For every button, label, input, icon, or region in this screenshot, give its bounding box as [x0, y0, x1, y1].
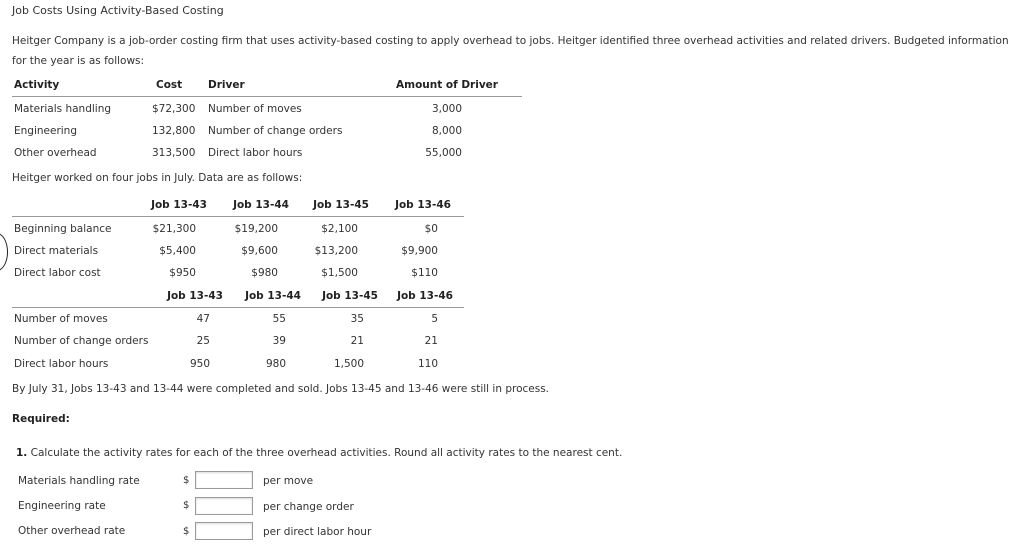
table-cell: 132,800 [152, 125, 196, 137]
rate-unit: per direct labor hour [263, 526, 372, 538]
table-cell: 55,000 [425, 147, 462, 159]
rate-label: Materials handling rate [18, 475, 140, 487]
rate-label: Other overhead rate [18, 525, 126, 537]
table-cell: $21,300 [152, 223, 196, 235]
table-cell: $1,500 [321, 267, 358, 279]
table-cell: Number of moves [208, 103, 302, 115]
table-cell: 39 [272, 335, 286, 347]
side-bracket-decoration [0, 233, 8, 271]
table-cell: $9,600 [241, 245, 278, 257]
table-cell: 5 [431, 313, 438, 325]
rate-unit: per move [263, 475, 314, 487]
table-cell: $72,300 [152, 103, 196, 115]
status-note: By July 31, Jobs 13-43 and 13-44 were completed and sold. Jobs 13-45 and 13-46 were still in process. [12, 383, 550, 395]
header-divider [12, 307, 464, 308]
table-cell: 35 [350, 313, 364, 325]
table-cell: 313,500 [152, 147, 196, 159]
table-row-label: Materials handling [14, 103, 112, 115]
table-cell: 8,000 [431, 125, 462, 137]
table-row-label: Number of change orders [14, 335, 149, 347]
currency-symbol: $ [183, 475, 190, 486]
table-row-label: Direct labor hours [14, 358, 109, 370]
column-header: Job 13-46 [397, 290, 453, 302]
column-header: Job 13-44 [233, 199, 289, 211]
amount-header: Amount of Driver [396, 79, 498, 91]
header-divider [12, 216, 464, 217]
column-header: Job 13-46 [395, 199, 451, 211]
rate-label: Engineering rate [18, 500, 106, 512]
column-header: Job 13-45 [313, 199, 369, 211]
table-cell: Number of change orders [208, 125, 343, 137]
question-text: Calculate the activity rates for each of the three overhead activities. Round all activity rates to the nearest cent. [30, 447, 623, 459]
question-number: 1. [16, 447, 28, 459]
activity-header: Activity [14, 79, 60, 91]
page-title: Job Costs Using Activity-Based Costing [12, 4, 224, 17]
table-row-label: Other overhead [14, 147, 97, 159]
question-prompt [16, 447, 622, 459]
table-cell: 21 [350, 335, 364, 347]
table-row-label: Beginning balance [14, 223, 112, 235]
table-cell: Direct labor hours [208, 147, 303, 159]
column-header: Job 13-43 [151, 199, 207, 211]
other-overhead-rate-input[interactable] [195, 522, 253, 540]
table-cell: $110 [411, 267, 438, 279]
currency-symbol: $ [183, 526, 190, 537]
table-cell: 110 [417, 358, 438, 370]
table-row-label: Number of moves [14, 313, 108, 325]
required-label: Required: [12, 413, 70, 425]
table-cell: $5,400 [159, 245, 196, 257]
table-cell: 1,500 [333, 358, 364, 370]
table-cell: $980 [251, 267, 278, 279]
table-cell: 950 [189, 358, 210, 370]
table-cell: $19,200 [234, 223, 278, 235]
intro-text: Heitger Company is a job-order costing firm that uses activity-based costing to apply overhead to jobs. Heitger identified three overhead activities and related drivers. Budgeted information for the year is as follows: [12, 35, 1009, 67]
table-row-label: Direct materials [14, 245, 99, 257]
currency-symbol: $ [183, 500, 190, 511]
table-cell: 25 [196, 335, 210, 347]
cost-header: Cost [156, 79, 183, 91]
table-cell: $13,200 [314, 245, 358, 257]
july-intro-text: Heitger worked on four jobs in July. Data are as follows: [12, 172, 303, 184]
table-cell: 21 [424, 335, 438, 347]
table-cell: $9,900 [401, 245, 438, 257]
table-cell: $0 [424, 223, 438, 235]
engineering-rate-input[interactable] [195, 497, 253, 515]
table-row-label: Engineering [14, 125, 77, 137]
table-cell: $2,100 [321, 223, 358, 235]
table-cell: 3,000 [431, 103, 462, 115]
table-row-label: Direct labor cost [14, 267, 101, 279]
rate-unit: per change order [263, 501, 354, 513]
driver-header: Driver [208, 79, 245, 91]
table-cell: $950 [169, 267, 196, 279]
table-cell: 980 [265, 358, 286, 370]
column-header: Job 13-45 [322, 290, 378, 302]
materials-handling-rate-input[interactable] [195, 471, 253, 489]
header-divider [12, 96, 522, 97]
table-cell: 47 [196, 313, 210, 325]
column-header: Job 13-44 [245, 290, 301, 302]
table-cell: 55 [272, 313, 286, 325]
column-header: Job 13-43 [167, 290, 223, 302]
